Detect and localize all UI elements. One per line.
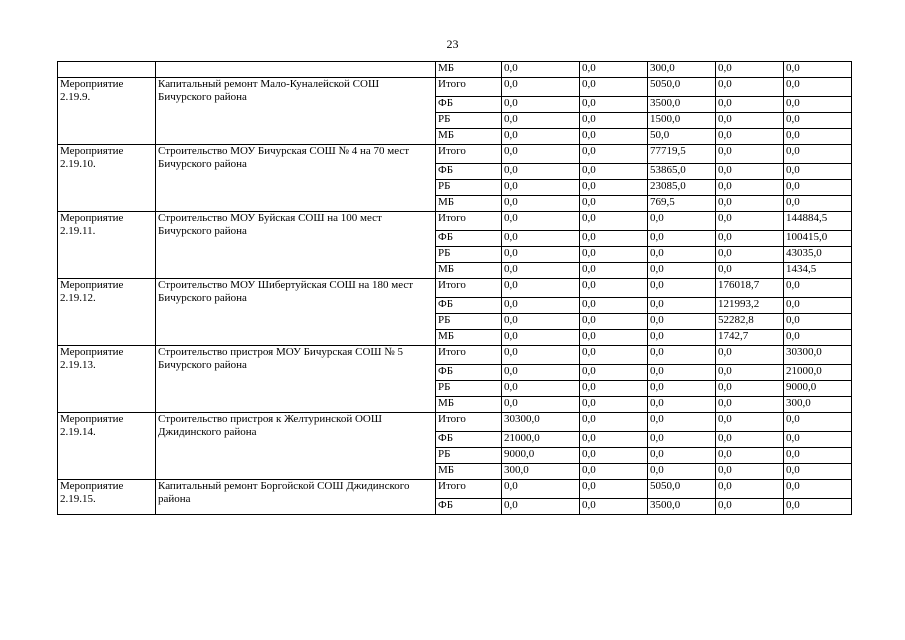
value-cell: 0,0	[502, 298, 580, 314]
value-cell: 300,0	[502, 464, 580, 480]
value-cell: 0,0	[716, 413, 784, 432]
value-cell: 0,0	[784, 164, 852, 180]
value-cell: 0,0	[716, 247, 784, 263]
value-cell: 0,0	[716, 499, 784, 515]
value-cell: 0,0	[580, 464, 648, 480]
value-cell: 121993,2	[716, 298, 784, 314]
value-cell: 0,0	[784, 499, 852, 515]
value-cell: 300,0	[648, 62, 716, 78]
value-cell: 0,0	[716, 62, 784, 78]
value-cell: 0,0	[784, 279, 852, 298]
value-cell: 100415,0	[784, 231, 852, 247]
funding-source-cell: ФБ	[436, 231, 502, 247]
value-cell: 0,0	[502, 330, 580, 346]
value-cell: 0,0	[648, 346, 716, 365]
value-cell: 0,0	[502, 113, 580, 129]
value-cell: 0,0	[716, 196, 784, 212]
value-cell: 0,0	[716, 448, 784, 464]
value-cell: 23085,0	[648, 180, 716, 196]
value-cell: 0,0	[502, 129, 580, 145]
funding-source-cell: МБ	[436, 464, 502, 480]
measure-id-cell: Мероприятие 2.19.12.	[58, 279, 156, 346]
value-cell: 0,0	[648, 314, 716, 330]
funding-source-cell: РБ	[436, 448, 502, 464]
value-cell: 0,0	[502, 78, 580, 97]
value-cell: 43035,0	[784, 247, 852, 263]
value-cell: 0,0	[784, 330, 852, 346]
measure-id-cell: Мероприятие 2.19.10.	[58, 145, 156, 212]
value-cell: 0,0	[784, 62, 852, 78]
value-cell: 0,0	[784, 480, 852, 499]
value-cell: 0,0	[502, 346, 580, 365]
table-row	[58, 413, 852, 432]
value-cell: 0,0	[648, 448, 716, 464]
value-cell: 0,0	[502, 381, 580, 397]
value-cell: 5050,0	[648, 78, 716, 97]
funding-source-cell: ФБ	[436, 97, 502, 113]
funding-source-cell: Итого	[436, 212, 502, 231]
value-cell: 0,0	[580, 113, 648, 129]
value-cell: 0,0	[784, 448, 852, 464]
funding-source-cell: РБ	[436, 314, 502, 330]
funding-source-cell: РБ	[436, 113, 502, 129]
value-cell: 0,0	[580, 231, 648, 247]
value-cell: 5050,0	[648, 480, 716, 499]
value-cell: 0,0	[580, 448, 648, 464]
measure-description-cell: Строительство МОУ Буйская СОШ на 100 мест Бичурского района	[156, 212, 436, 279]
value-cell: 0,0	[716, 381, 784, 397]
value-cell: 0,0	[716, 365, 784, 381]
funding-source-cell: МБ	[436, 330, 502, 346]
value-cell: 0,0	[502, 397, 580, 413]
value-cell: 1500,0	[648, 113, 716, 129]
value-cell: 0,0	[784, 314, 852, 330]
value-cell: 0,0	[716, 129, 784, 145]
value-cell: 0,0	[580, 279, 648, 298]
value-cell: 0,0	[716, 480, 784, 499]
value-cell: 0,0	[502, 62, 580, 78]
funding-source-cell: Итого	[436, 346, 502, 365]
value-cell: 0,0	[502, 499, 580, 515]
value-cell: 77719,5	[648, 145, 716, 164]
value-cell: 0,0	[648, 212, 716, 231]
value-cell: 0,0	[502, 247, 580, 263]
value-cell: 30300,0	[784, 346, 852, 365]
table-row	[58, 62, 852, 78]
table-row	[58, 279, 852, 298]
value-cell: 0,0	[580, 129, 648, 145]
table-body	[58, 62, 852, 515]
value-cell: 0,0	[648, 413, 716, 432]
value-cell: 0,0	[716, 113, 784, 129]
value-cell: 144884,5	[784, 212, 852, 231]
value-cell: 0,0	[784, 180, 852, 196]
funding-source-cell: Итого	[436, 480, 502, 499]
value-cell: 21000,0	[784, 365, 852, 381]
funding-source-cell: МБ	[436, 196, 502, 212]
value-cell: 0,0	[784, 113, 852, 129]
value-cell: 0,0	[784, 78, 852, 97]
value-cell: 0,0	[648, 381, 716, 397]
value-cell: 0,0	[648, 432, 716, 448]
value-cell: 0,0	[648, 231, 716, 247]
value-cell: 0,0	[648, 464, 716, 480]
budget-table	[57, 61, 852, 515]
measure-description-cell: Строительство пристроя МОУ Бичурская СОШ № 5 Бичурского района	[156, 346, 436, 413]
value-cell: 1742,7	[716, 330, 784, 346]
measure-description-cell: Капитальный ремонт Мало-Куналейской СОШ Бичурского района	[156, 78, 436, 145]
value-cell: 300,0	[784, 397, 852, 413]
value-cell: 0,0	[716, 212, 784, 231]
value-cell: 0,0	[648, 298, 716, 314]
value-cell: 769,5	[648, 196, 716, 212]
value-cell: 0,0	[580, 263, 648, 279]
value-cell: 0,0	[784, 196, 852, 212]
value-cell: 0,0	[580, 381, 648, 397]
value-cell: 0,0	[502, 279, 580, 298]
value-cell: 30300,0	[502, 413, 580, 432]
table-row	[58, 78, 852, 97]
funding-source-cell: Итого	[436, 279, 502, 298]
funding-source-cell: Итого	[436, 413, 502, 432]
value-cell: 0,0	[716, 263, 784, 279]
value-cell: 0,0	[784, 464, 852, 480]
funding-source-cell: МБ	[436, 62, 502, 78]
funding-source-cell: ФБ	[436, 432, 502, 448]
value-cell: 0,0	[580, 212, 648, 231]
measure-description-cell: Строительство МОУ Бичурская СОШ № 4 на 70 мест Бичурского района	[156, 145, 436, 212]
value-cell: 0,0	[716, 231, 784, 247]
value-cell: 0,0	[784, 97, 852, 113]
funding-source-cell: РБ	[436, 180, 502, 196]
value-cell: 0,0	[502, 164, 580, 180]
value-cell: 0,0	[580, 97, 648, 113]
value-cell: 0,0	[502, 480, 580, 499]
value-cell: 0,0	[502, 145, 580, 164]
table-row	[58, 145, 852, 164]
funding-source-cell: МБ	[436, 263, 502, 279]
value-cell: 0,0	[716, 97, 784, 113]
value-cell: 21000,0	[502, 432, 580, 448]
value-cell: 0,0	[648, 247, 716, 263]
measure-id-cell	[58, 62, 156, 78]
value-cell: 0,0	[716, 432, 784, 448]
value-cell: 0,0	[716, 78, 784, 97]
value-cell: 0,0	[502, 365, 580, 381]
value-cell: 0,0	[502, 212, 580, 231]
value-cell: 0,0	[580, 432, 648, 448]
value-cell: 0,0	[502, 180, 580, 196]
value-cell: 0,0	[580, 298, 648, 314]
value-cell: 0,0	[580, 397, 648, 413]
value-cell: 0,0	[784, 129, 852, 145]
value-cell: 0,0	[502, 314, 580, 330]
value-cell: 53865,0	[648, 164, 716, 180]
value-cell: 0,0	[580, 330, 648, 346]
value-cell: 0,0	[716, 464, 784, 480]
value-cell: 0,0	[580, 365, 648, 381]
funding-source-cell: ФБ	[436, 365, 502, 381]
measure-id-cell: Мероприятие 2.19.15.	[58, 480, 156, 515]
value-cell: 3500,0	[648, 97, 716, 113]
value-cell: 0,0	[580, 499, 648, 515]
value-cell: 0,0	[648, 397, 716, 413]
table-row	[58, 480, 852, 499]
value-cell: 3500,0	[648, 499, 716, 515]
value-cell: 0,0	[784, 298, 852, 314]
value-cell: 0,0	[716, 397, 784, 413]
measure-description-cell: Строительство МОУ Шибертуйская СОШ на 180 мест Бичурского района	[156, 279, 436, 346]
measure-description-cell: Капитальный ремонт Боргойской СОШ Джидинского района	[156, 480, 436, 515]
value-cell: 0,0	[648, 365, 716, 381]
value-cell: 176018,7	[716, 279, 784, 298]
value-cell: 0,0	[580, 346, 648, 365]
measure-id-cell: Мероприятие 2.19.11.	[58, 212, 156, 279]
value-cell: 0,0	[648, 279, 716, 298]
value-cell: 0,0	[716, 180, 784, 196]
funding-source-cell: Итого	[436, 78, 502, 97]
funding-source-cell: ФБ	[436, 298, 502, 314]
value-cell: 0,0	[580, 78, 648, 97]
measure-id-cell: Мероприятие 2.19.13.	[58, 346, 156, 413]
value-cell: 0,0	[716, 346, 784, 365]
value-cell: 1434,5	[784, 263, 852, 279]
funding-source-cell: РБ	[436, 247, 502, 263]
table-row	[58, 212, 852, 231]
value-cell: 9000,0	[502, 448, 580, 464]
value-cell: 9000,0	[784, 381, 852, 397]
value-cell: 0,0	[502, 231, 580, 247]
value-cell: 0,0	[648, 263, 716, 279]
value-cell: 0,0	[502, 97, 580, 113]
value-cell: 0,0	[502, 263, 580, 279]
funding-source-cell: ФБ	[436, 499, 502, 515]
value-cell: 0,0	[580, 480, 648, 499]
funding-source-cell: МБ	[436, 129, 502, 145]
value-cell: 0,0	[648, 330, 716, 346]
value-cell: 0,0	[580, 164, 648, 180]
value-cell: 50,0	[648, 129, 716, 145]
value-cell: 0,0	[784, 413, 852, 432]
value-cell: 0,0	[580, 314, 648, 330]
funding-source-cell: МБ	[436, 397, 502, 413]
value-cell: 0,0	[502, 196, 580, 212]
measure-id-cell: Мероприятие 2.19.9.	[58, 78, 156, 145]
value-cell: 0,0	[716, 145, 784, 164]
value-cell: 0,0	[580, 145, 648, 164]
measure-description-cell	[156, 62, 436, 78]
value-cell: 0,0	[784, 432, 852, 448]
value-cell: 0,0	[580, 413, 648, 432]
value-cell: 0,0	[716, 164, 784, 180]
value-cell: 0,0	[580, 247, 648, 263]
value-cell: 52282,8	[716, 314, 784, 330]
page-number: 23	[446, 37, 459, 51]
funding-source-cell: РБ	[436, 381, 502, 397]
measure-description-cell: Строительство пристроя к Желтуринской ООШ Джидинского района	[156, 413, 436, 480]
value-cell: 0,0	[784, 145, 852, 164]
funding-source-cell: ФБ	[436, 164, 502, 180]
value-cell: 0,0	[580, 196, 648, 212]
value-cell: 0,0	[580, 180, 648, 196]
measure-id-cell: Мероприятие 2.19.14.	[58, 413, 156, 480]
value-cell: 0,0	[580, 62, 648, 78]
funding-source-cell: Итого	[436, 145, 502, 164]
table-row	[58, 346, 852, 365]
